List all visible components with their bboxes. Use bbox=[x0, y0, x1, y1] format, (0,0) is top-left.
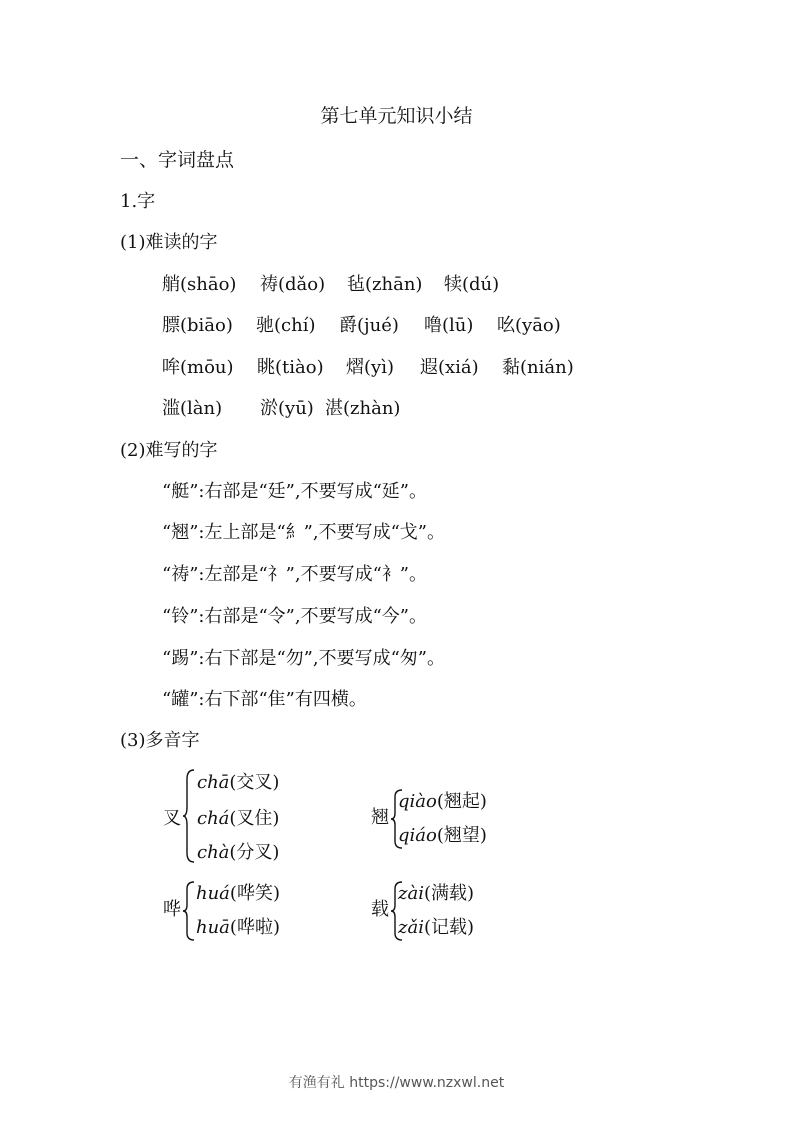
polyphonic-group-cha bbox=[163, 766, 323, 866]
polyphonic-reading: zǎi(记载) bbox=[398, 917, 475, 938]
hard-read-item: 淤(yū) bbox=[260, 398, 314, 419]
writing-rule: “翘”:左上部是“⺯”,不要写成“戈”。 bbox=[162, 522, 445, 543]
writing-rule: “踢”:右下部是“勿”,不要写成“匆”。 bbox=[162, 648, 445, 669]
hard-read-item: 黏(nián) bbox=[502, 357, 574, 378]
section-heading-words: 一、字词盘点 bbox=[120, 149, 235, 171]
polyphonic-reading: qiáo(翘望) bbox=[398, 825, 487, 846]
polyphonic-char: 翘 bbox=[371, 807, 389, 828]
polyphonic-group-qiao bbox=[371, 787, 531, 851]
polyphonic-group-hua bbox=[163, 879, 323, 943]
left-brace-icon bbox=[182, 881, 196, 941]
part-heading-hard-to-read: (1)难读的字 bbox=[120, 232, 218, 253]
hard-read-item: 噜(lū) bbox=[424, 315, 474, 336]
polyphonic-reading: huā(哗啦) bbox=[196, 917, 280, 938]
polyphonic-group-zai bbox=[371, 879, 531, 943]
part-heading-polyphonic: (3)多音字 bbox=[120, 730, 200, 751]
polyphonic-reading: huá(哗笑) bbox=[196, 883, 280, 904]
writing-rule: “祷”:左部是“礻”,不要写成“衤”。 bbox=[162, 564, 427, 585]
subsection-heading-characters: 1.字 bbox=[120, 191, 156, 212]
hard-read-item: 毡(zhān) bbox=[347, 274, 423, 295]
polyphonic-reading: zài(满载) bbox=[398, 883, 475, 904]
hard-read-item: 膘(biāo) bbox=[162, 315, 233, 336]
hard-read-item: 吆(yāo) bbox=[497, 315, 561, 336]
polyphonic-char: 哗 bbox=[163, 899, 181, 920]
page-title: 第七单元知识小结 bbox=[320, 105, 473, 127]
writing-rule: “罐”:右下部“隹”有四横。 bbox=[162, 689, 367, 710]
polyphonic-reading: chā(交叉) bbox=[197, 772, 280, 793]
hard-read-item: 遐(xiá) bbox=[420, 357, 479, 378]
page-footer: 有渔有礼 https://www.nzxwl.net bbox=[288, 1075, 505, 1091]
hard-read-item: 哞(mōu) bbox=[162, 357, 234, 378]
hard-read-item: 犊(dú) bbox=[444, 274, 500, 295]
hard-read-item: 爵(jué) bbox=[339, 315, 399, 336]
hard-read-item: 湛(zhàn) bbox=[325, 398, 401, 419]
hard-read-item: 艄(shāo) bbox=[162, 274, 237, 295]
writing-rule: “艇”:右部是“廷”,不要写成“延”。 bbox=[162, 481, 427, 502]
polyphonic-reading: qiào(翘起) bbox=[398, 791, 487, 812]
writing-rule: “铃”:右部是“令”,不要写成“今”。 bbox=[162, 606, 427, 627]
polyphonic-char: 叉 bbox=[163, 808, 181, 829]
left-brace-icon bbox=[182, 769, 196, 863]
hard-read-item: 滥(làn) bbox=[162, 398, 223, 419]
hard-read-item: 驰(chí) bbox=[256, 315, 316, 336]
hard-read-item: 熠(yì) bbox=[346, 357, 394, 378]
polyphonic-reading: chà(分叉) bbox=[197, 842, 280, 863]
part-heading-hard-to-write: (2)难写的字 bbox=[120, 440, 218, 461]
polyphonic-reading: chá(叉住) bbox=[197, 808, 280, 829]
polyphonic-char: 载 bbox=[371, 899, 389, 920]
hard-read-item: 祷(dǎo) bbox=[260, 274, 326, 295]
hard-read-item: 眺(tiào) bbox=[257, 357, 324, 378]
